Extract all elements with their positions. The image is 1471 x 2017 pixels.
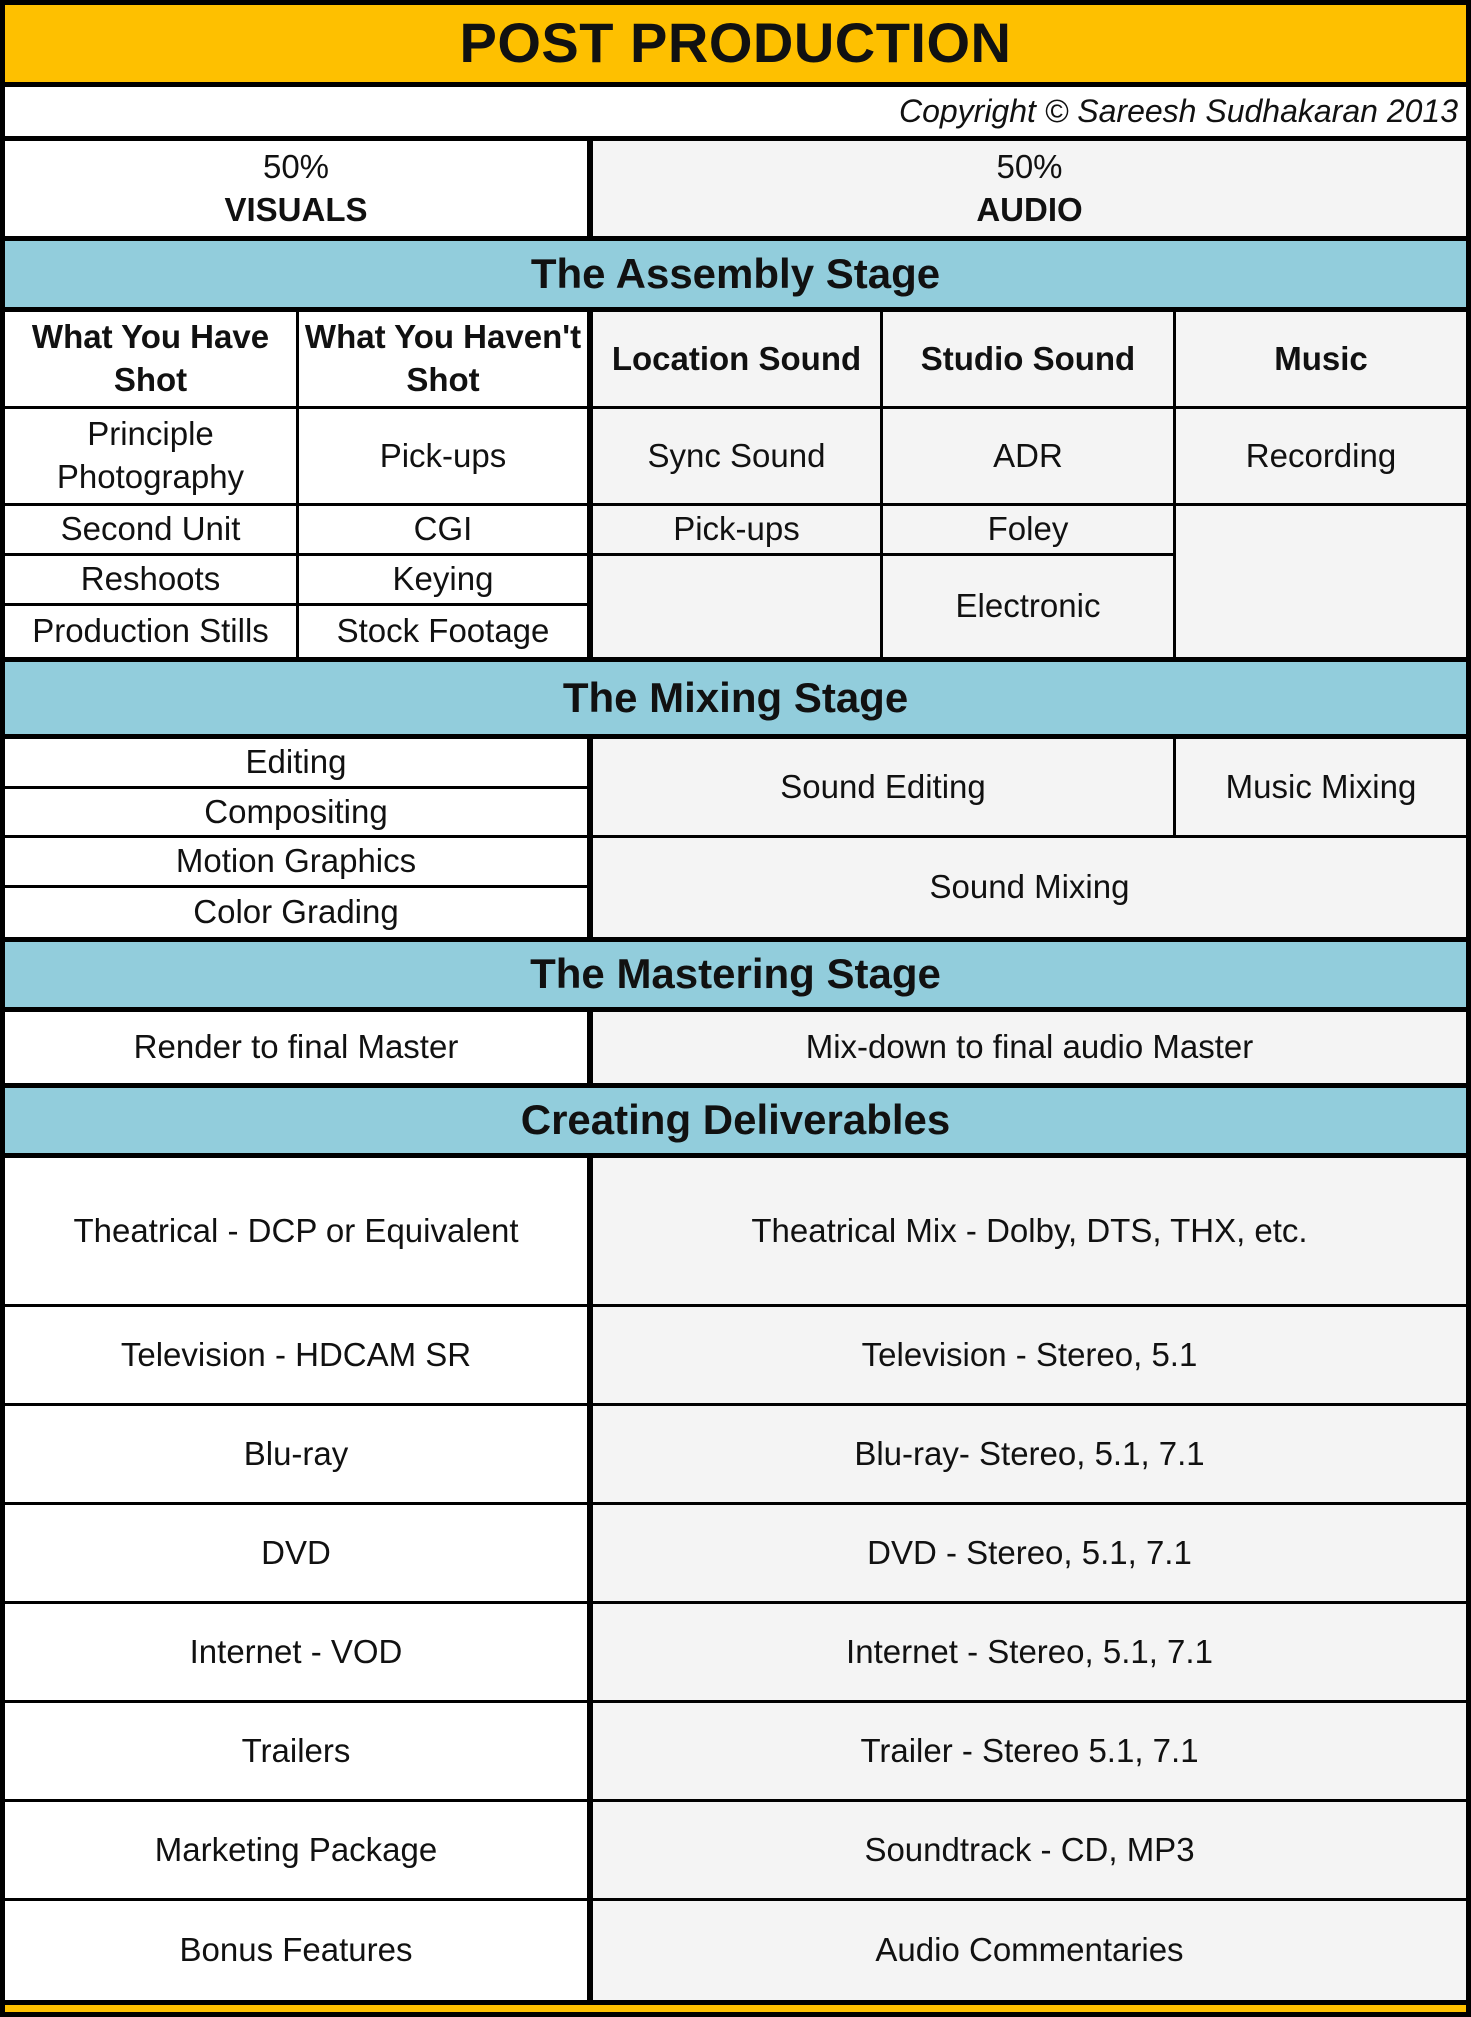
- deliverable-row: [5, 1901, 1466, 2000]
- studio-sound-item: Electronic: [880, 556, 1173, 657]
- deliverable-visual: Trailers: [241, 1731, 351, 1769]
- copyright-text: Copyright © Sareesh Sudhakaran 2013: [898, 92, 1458, 129]
- split-row: [5, 141, 1466, 241]
- deliverable-visual: Marketing Package: [154, 1830, 438, 1868]
- deliverable-audio: DVD - Stereo, 5.1, 7.1: [587, 1505, 1466, 1601]
- studio-sound-item: Foley: [880, 506, 1173, 556]
- have-shot-item: Reshoots: [5, 556, 296, 606]
- sound-editing: Sound Editing: [587, 739, 1173, 838]
- have-shot-item: Second Unit: [5, 506, 296, 556]
- havent-shot-item: Stock Footage: [296, 606, 587, 657]
- header-havent-shot: What You Haven't Shot: [296, 312, 587, 409]
- music-mixing: Music Mixing: [1173, 739, 1466, 838]
- deliverable-row: [5, 1802, 1466, 1901]
- mastering-visual: Render to final Master: [133, 1028, 459, 1066]
- havent-shot-item: CGI: [296, 506, 587, 556]
- havent-shot-item: Keying: [296, 556, 587, 606]
- deliverable-row: [5, 1505, 1466, 1604]
- deliverable-visual: Blu-ray: [243, 1434, 349, 1472]
- mixing-grid: [5, 739, 1466, 942]
- deliverable-audio: Television - Stereo, 5.1: [587, 1307, 1466, 1403]
- mixing-visual-item: Motion Graphics: [5, 838, 587, 888]
- audio-label: AUDIO: [976, 190, 1083, 228]
- mastering-stage-title: The Mastering Stage: [530, 950, 941, 998]
- deliverable-visual: Television - HDCAM SR: [120, 1335, 472, 1373]
- mastering-stage-heading: [5, 942, 1466, 1012]
- assembly-stage-title: The Assembly Stage: [530, 249, 941, 297]
- deliverable-visual: Bonus Features: [179, 1931, 413, 1969]
- deliverable-audio: Internet - Stereo, 5.1, 7.1: [587, 1604, 1466, 1700]
- deliverable-row: [5, 1703, 1466, 1802]
- deliverable-row: [5, 1604, 1466, 1703]
- assembly-grid: [5, 312, 1466, 662]
- deliverables-stage-heading: [5, 1088, 1466, 1158]
- header-studio-sound: Studio Sound: [880, 312, 1173, 409]
- deliverables-stage-title: Creating Deliverables: [520, 1096, 951, 1144]
- deliverable-audio: Theatrical Mix - Dolby, DTS, THX, etc.: [587, 1158, 1466, 1304]
- deliverable-row: [5, 1158, 1466, 1307]
- assembly-stage-heading: [5, 241, 1466, 312]
- havent-shot-item: Pick-ups: [296, 409, 587, 506]
- mixing-visual-item: Editing: [5, 739, 587, 789]
- deliverable-visual: Internet - VOD: [189, 1632, 403, 1670]
- mastering-audio: Mix-down to final audio Master: [587, 1012, 1466, 1083]
- deliverable-audio: Blu-ray- Stereo, 5.1, 7.1: [587, 1406, 1466, 1502]
- location-sound-item: Pick-ups: [587, 506, 880, 556]
- mixing-stage-title: The Mixing Stage: [562, 673, 909, 721]
- have-shot-item: Production Stills: [32, 612, 269, 650]
- have-shot-item: Principle Photography: [5, 409, 296, 506]
- deliverable-visual: Theatrical - DCP or Equivalent: [73, 1211, 519, 1249]
- visuals-percent: 50%: [262, 147, 330, 185]
- music-empty: [1173, 506, 1466, 657]
- music-item: Recording: [1173, 409, 1466, 506]
- location-sound-item: Sync Sound: [587, 409, 880, 506]
- deliverable-audio: Trailer - Stereo 5.1, 7.1: [587, 1703, 1466, 1799]
- mastering-row: [5, 1012, 1466, 1088]
- location-sound-empty: [587, 556, 880, 657]
- audio-header: [587, 141, 1466, 236]
- visuals-header: [5, 141, 587, 236]
- bottom-stripe: [5, 2000, 1466, 2012]
- mixing-stage-heading: [5, 662, 1466, 739]
- header-location-sound: Location Sound: [587, 312, 880, 409]
- deliverable-visual: DVD: [261, 1533, 331, 1571]
- title-banner: [5, 5, 1466, 87]
- header-music: Music: [1173, 312, 1466, 409]
- header-have-shot: What You Have Shot: [5, 312, 296, 409]
- page-title: POST PRODUCTION: [459, 11, 1012, 75]
- studio-sound-item: ADR: [880, 409, 1173, 506]
- audio-percent: 50%: [996, 147, 1063, 185]
- sound-mixing: Sound Mixing: [587, 838, 1466, 937]
- deliverable-row: [5, 1307, 1466, 1406]
- deliverable-row: [5, 1406, 1466, 1505]
- deliverable-audio: Soundtrack - CD, MP3: [587, 1802, 1466, 1898]
- mixing-visual-item: Compositing: [5, 789, 587, 838]
- mixing-visual-item: Color Grading: [193, 893, 399, 931]
- visuals-label: VISUALS: [224, 190, 368, 228]
- copyright-row: [5, 87, 1466, 141]
- deliverable-audio: Audio Commentaries: [587, 1901, 1466, 2000]
